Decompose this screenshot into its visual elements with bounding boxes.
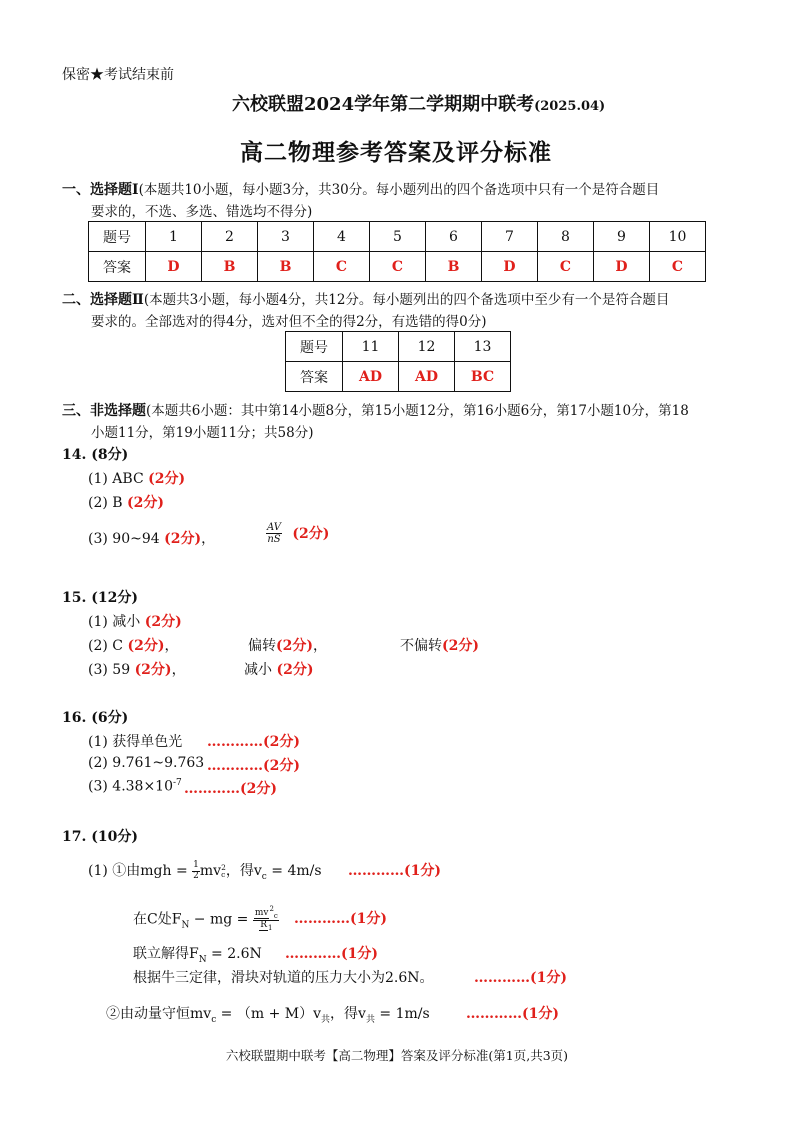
section1-title: 选择题Ⅰ (90, 182, 139, 198)
leader-dots: ………… (207, 758, 263, 774)
q17-heading (62, 826, 138, 846)
q16-part3-answer: (3) 4.38×10 (88, 778, 173, 795)
q16-heading (62, 707, 128, 727)
q17-line1 (88, 860, 322, 882)
q14-number: 14. (62, 447, 87, 463)
answer-cell: C (314, 252, 370, 282)
question-number: 9 (594, 222, 650, 252)
section2-answer-table (285, 331, 511, 392)
subscript: c (221, 870, 226, 879)
fraction-denominator: nS (267, 534, 281, 545)
table-row-numbers (89, 222, 706, 252)
q15-part2-points-c: (2分) (442, 638, 479, 654)
q17-line1-prefix: (1) ①由mgh = (88, 863, 188, 879)
answer-cell: AD (343, 362, 399, 392)
question-number: 7 (482, 222, 538, 252)
leader-dots: ………… (207, 734, 263, 750)
exam-date: (2025.04) (534, 99, 606, 114)
answer-cell: D (594, 252, 650, 282)
section2-desc-line2: 要求的。全部选对的得4分，选对但不全的得2分，有选错的得0分) (91, 314, 487, 330)
answer-cell: D (482, 252, 538, 282)
subscript: N (198, 954, 207, 965)
section1-heading (62, 178, 659, 199)
q14-fraction (266, 522, 282, 545)
section1-desc-line1: (本题共10小题，每小题3分，共30分。每小题列出的四个备选项中只有一个是符合题目 (138, 182, 660, 198)
q15-part1 (88, 611, 182, 631)
subscript: 1 (267, 924, 273, 933)
q17-line5-score (466, 1003, 559, 1023)
q17-number: 17. (62, 829, 87, 845)
subscript: c (211, 1014, 217, 1025)
subscript: 共 (321, 1014, 331, 1025)
q15-part3-answer-a: (3) 59 (88, 662, 131, 678)
q17-line2-points: (1分) (350, 911, 387, 927)
q14-part2 (88, 492, 164, 512)
q17-line5 (106, 1003, 430, 1025)
leader-dots: ………… (474, 970, 530, 986)
q16-part2-score (207, 755, 300, 775)
q17-line3-score (285, 943, 378, 963)
answer-cell: AD (399, 362, 455, 392)
leader-dots: ………… (184, 781, 240, 797)
exam-title (232, 90, 605, 116)
answer-cell: BC (455, 362, 511, 392)
q17-line3-prefix: 联立解得F (133, 946, 199, 962)
answer-cell: C (538, 252, 594, 282)
q16-part3-exponent: -7 (173, 778, 182, 788)
q14-part3-formula (266, 522, 329, 545)
section1-desc-line2: 要求的，不选、多选、错选均不得分) (91, 204, 313, 220)
q15-part3b (244, 659, 313, 679)
q15-part3-points-a: (2分) (134, 662, 172, 678)
row-head-number: 题号 (286, 332, 343, 362)
q14-heading (62, 444, 128, 464)
q17-line5-prefix: ②由动量守恒mv (106, 1006, 212, 1022)
q16-part3 (88, 778, 182, 795)
q14-part3 (88, 528, 215, 548)
answer-cell: D (146, 252, 202, 282)
q15-points: (12分) (91, 590, 138, 606)
section1-answer-table (88, 221, 706, 282)
question-number: 12 (399, 332, 455, 362)
q17-points: (10分) (91, 829, 138, 845)
section3-desc-line2: 小题11分，第19小题11分；共58分) (91, 425, 314, 441)
q16-part2-points: (2分) (263, 758, 300, 774)
answer-cell: B (202, 252, 258, 282)
q17-line3-points: (1分) (341, 946, 378, 962)
q15-part2-points-a: (2分) (127, 638, 165, 654)
q16-part1: (1) 获得单色光 (88, 734, 183, 750)
question-number: 2 (202, 222, 258, 252)
subscript: N (181, 920, 190, 931)
subscript: 共 (365, 1014, 375, 1025)
table-row-answers (89, 252, 706, 282)
section2-label: 二、 (62, 292, 90, 308)
q17-line4: 根据牛三定律，滑块对轨道的压力大小为2.6N。 (133, 970, 434, 986)
q17-line5-points: (1分) (522, 1006, 559, 1022)
q14-part3-points2: (2分) (292, 525, 330, 542)
q16-part1-score (207, 731, 300, 751)
q17-line1-points: (1分) (404, 863, 441, 879)
q14-part1-points: (2分) (148, 471, 186, 487)
fraction-numerator: AV (267, 522, 281, 533)
table-row-numbers (286, 332, 511, 362)
q17-line2-score (294, 908, 387, 928)
leader-dots: ………… (466, 1006, 522, 1022)
q16-part3-points: (2分) (240, 781, 277, 797)
q14-part3-points: (2分) (164, 531, 202, 547)
q16-part2: (2) 9.761~9.763 (88, 755, 205, 771)
section1-label: 一、 (62, 182, 90, 198)
row-head-answer: 答案 (89, 252, 146, 282)
q17-line4-score (474, 967, 567, 987)
q15-part1-points: (2分) (144, 614, 182, 630)
section3-label: 三、 (62, 403, 90, 419)
question-number: 3 (258, 222, 314, 252)
q17-line3 (133, 943, 262, 965)
q15-part2-points-b: (2分) (276, 638, 313, 654)
fraction-denominator: R (260, 920, 267, 931)
row-head-answer: 答案 (286, 362, 343, 392)
subscript: c (273, 911, 278, 920)
section2-desc-line1: (本题共3小题，每小题4分，共12分。每小题列出的四个备选项中至少有一个是符合题目 (143, 292, 670, 308)
question-number: 1 (146, 222, 202, 252)
leader-dots: ………… (285, 946, 341, 962)
answer-cell: B (426, 252, 482, 282)
leader-dots: ………… (294, 911, 350, 927)
q14-part1 (88, 468, 185, 488)
q14-part3-separator: ， (201, 531, 216, 547)
q14-points: (8分) (91, 447, 129, 463)
q15-part3-answer-b: 减小 (244, 662, 272, 678)
subscript: c (261, 871, 267, 882)
confidential-mark: 保密★考试结束前 (62, 67, 174, 83)
q17-line5-value: = 1m/s (374, 1006, 430, 1022)
q15-number: 15. (62, 590, 87, 606)
q15-part1-answer: (1) 减小 (88, 614, 141, 630)
exam-title-main: 六校联盟2024学年第二学期期中联考 (232, 94, 535, 115)
q14-part3-answer: (3) 90~94 (88, 531, 160, 547)
question-number: 5 (370, 222, 426, 252)
separator: ， (313, 638, 327, 654)
q14-part2-points: (2分) (127, 495, 165, 511)
separator: ， (164, 638, 179, 654)
q14-part2-answer: (2) B (88, 495, 123, 511)
fraction-denominator: 2 (193, 870, 199, 881)
q15-part3-points-b: (2分) (276, 662, 314, 678)
fraction-numerator: 1 (193, 859, 199, 870)
q15-part3a (88, 659, 186, 679)
q16-number: 16. (62, 710, 87, 726)
q17-half-fraction (192, 861, 200, 882)
row-head-number: 题号 (89, 222, 146, 252)
section3-title: 非选择题 (90, 403, 146, 419)
q17-line1-result: ，得v (225, 863, 262, 879)
answer-cell: B (258, 252, 314, 282)
exponent: 2 (269, 905, 274, 913)
separator: ， (171, 662, 186, 678)
q17-line1-score (348, 860, 441, 880)
section2-heading (62, 288, 669, 309)
q15-part2c (400, 635, 479, 655)
question-number: 4 (314, 222, 370, 252)
q15-part2a (88, 635, 178, 655)
q17-line3-value: = 2.6N (206, 946, 262, 962)
q17-line2-mid: − mg = (189, 911, 249, 928)
answer-cell: C (370, 252, 426, 282)
q16-points: (6分) (91, 710, 129, 726)
question-number: 13 (455, 332, 511, 362)
exponent: 2 (221, 862, 226, 872)
q17-line1-value: = 4m/s (266, 863, 322, 879)
section3-heading (62, 399, 689, 420)
leader-dots: ………… (348, 863, 404, 879)
q15-part2-answer-c: 不偏转 (400, 638, 442, 654)
page-footer: 六校联盟期中联考【高二物理】答案及评分标准(第1页,共3页) (225, 1048, 569, 1063)
q15-part2-answer-b: 偏转 (248, 638, 276, 654)
table-row-answers (286, 362, 511, 392)
q17-line1-mv: mv (199, 863, 222, 879)
question-number: 11 (343, 332, 399, 362)
q15-part2-answer-a: (2) C (88, 638, 123, 654)
q17-line2 (133, 906, 279, 933)
q15-part2b (248, 635, 327, 655)
q17-line5-mid: = （m + M）v (216, 1006, 322, 1022)
q15-heading (62, 587, 138, 607)
q17-line5-mid2: ，得v (330, 1006, 366, 1022)
question-number: 6 (426, 222, 482, 252)
q17-centripetal-fraction (253, 906, 279, 933)
q17-line2-prefix: 在C处F (133, 911, 182, 928)
question-number: 8 (538, 222, 594, 252)
answer-cell: C (650, 252, 706, 282)
fraction-numerator: mv (254, 908, 269, 918)
q17-line4-points: (1分) (530, 970, 567, 986)
q14-part1-answer: (1) ABC (88, 471, 144, 487)
section2-title: 选择题Ⅱ (90, 292, 144, 308)
section3-desc-line1: (本题共6小题：其中第14小题8分，第15小题12分，第16小题6分，第17小题10分，第18 (146, 403, 689, 419)
q16-part3-score (184, 778, 277, 798)
page-title: 高二物理参考答案及评分标准 (240, 139, 552, 166)
q16-part1-points: (2分) (263, 734, 300, 750)
question-number: 10 (650, 222, 706, 252)
